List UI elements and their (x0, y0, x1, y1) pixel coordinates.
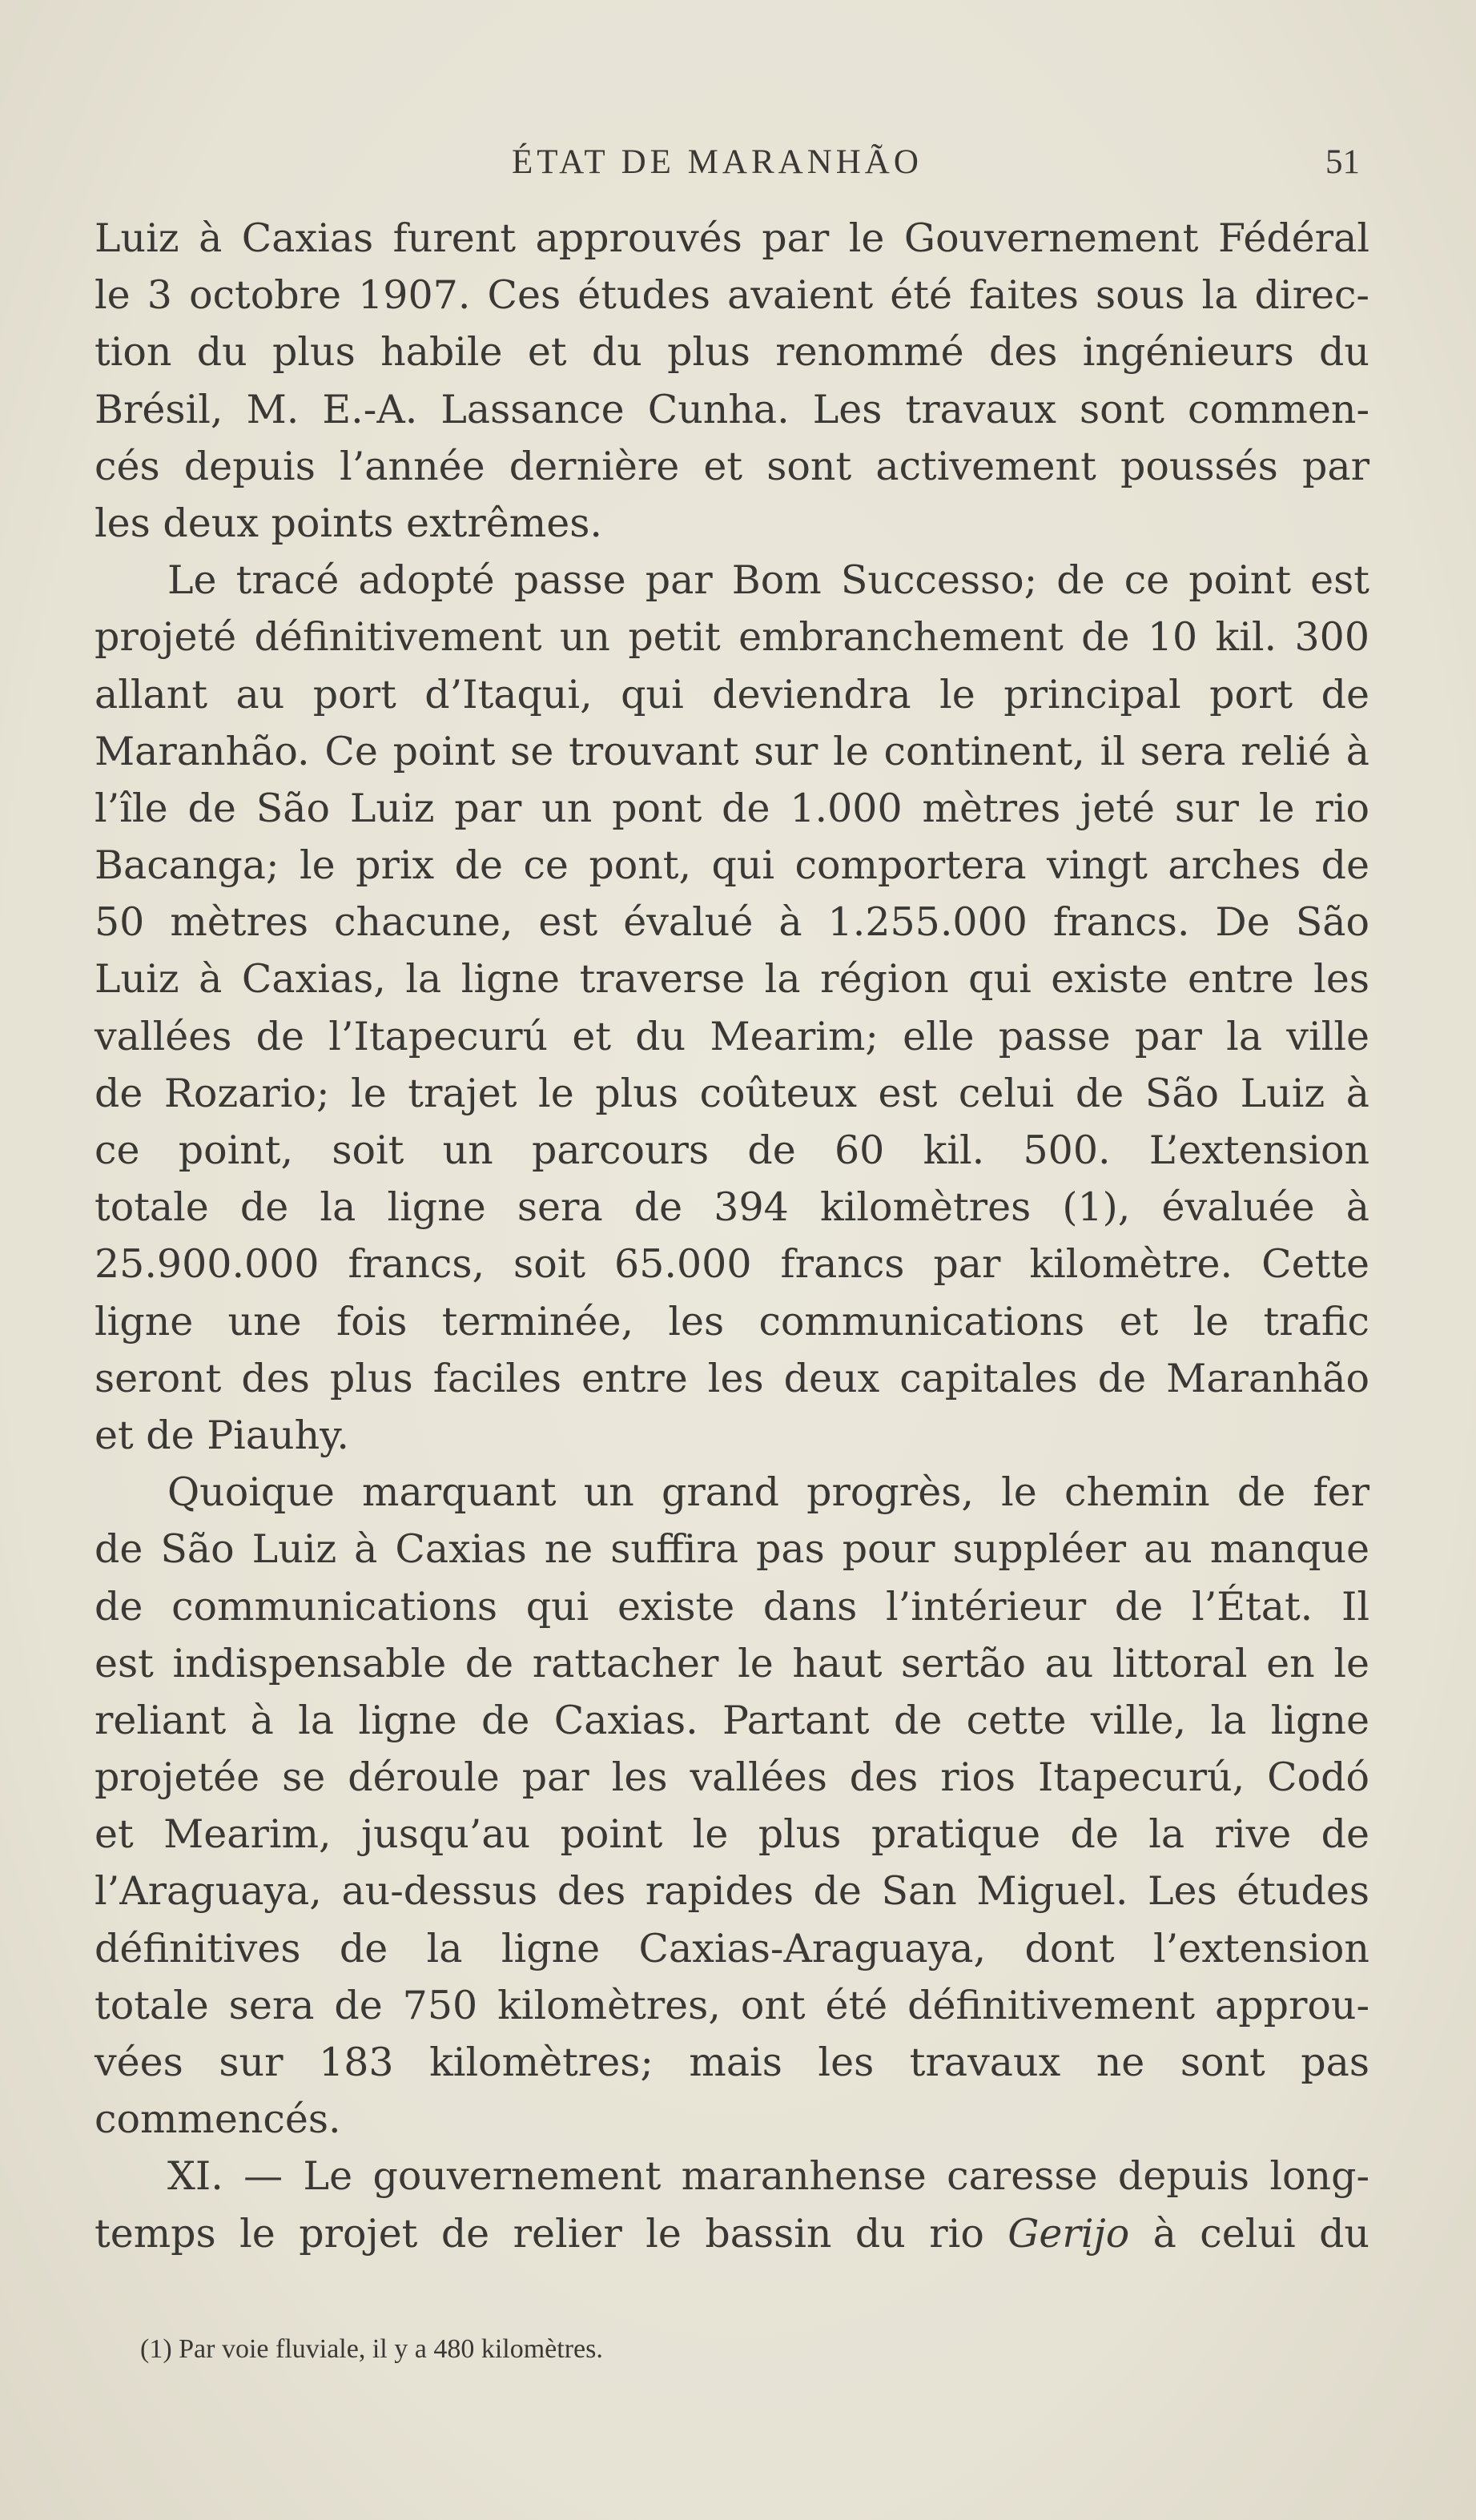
text-line: est indispensable de rattacher le haut sertão au littoral en le (95, 1640, 1369, 1686)
text-line: tion du plus habile et du plus renommé des ingénieurs du (95, 329, 1369, 376)
text-line: ligne une fois terminée, les communications et le trafic (95, 1298, 1369, 1344)
text-line: XI. — Le gouvernement maranhense caresse depuis long- (167, 2153, 1369, 2200)
text-line: et de Piauhy. (95, 1412, 349, 1458)
text-line: Maranhão. Ce point se trouvant sur le continent, il sera relié à (95, 728, 1369, 774)
text-line: commencés. (95, 2096, 341, 2143)
text-line: les deux points extrêmes. (95, 500, 602, 546)
text-line: Luiz à Caxias, la ligne traverse la région qui existe entre les (95, 956, 1369, 1003)
text-line: Bacanga; le prix de ce pont, qui comportera vingt arches de (95, 842, 1369, 889)
text-line: projetée se déroule par les vallées des rios Itapecurú, Codó (95, 1754, 1369, 1801)
footnote: (1) Par voie fluviale, il y a 480 kilomètres. (140, 2334, 603, 2364)
italic-river-name: Gerijo (1007, 2210, 1130, 2257)
text-line: 25.900.000 francs, soit 65.000 francs par kilomètre. Cette (95, 1241, 1369, 1288)
text-line: l’Araguaya, au-dessus des rapides de San Miguel. Les études (95, 1868, 1369, 1915)
text-line: Le tracé adopté passe par Bom Successo; de ce point est (167, 557, 1369, 604)
text-line: 50 mètres chacune, est évalué à 1.255.000 francs. De São (95, 899, 1369, 946)
text-line: totale sera de 750 kilomètres, ont été définitivement approu- (95, 1982, 1369, 2028)
page-number: 51 (1325, 143, 1360, 181)
text-line: totale de la ligne sera de 394 kilomètres (1), évaluée à (95, 1184, 1369, 1231)
text-line: Brésil, M. E.-A. Lassance Cunha. Les travaux sont commen- (95, 386, 1369, 432)
running-title: ÉTAT DE MARANHÃO (512, 143, 923, 181)
text-line: définitives de la ligne Caxias-Araguaya, dont l’extension (95, 1925, 1369, 1971)
text-line: et Mearim, jusqu’au point le plus pratique de la rive de (95, 1811, 1369, 1858)
text-line: ce point, soit un parcours de 60 kil. 500. L’extension (95, 1127, 1369, 1173)
text-line: vées sur 183 kilomètres; mais les travaux ne sont pas (95, 2040, 1369, 2085)
text-line: de Rozario; le trajet le plus coûteux est celui de São Luiz à (95, 1070, 1369, 1116)
text-line-last (95, 2205, 1369, 2262)
text-line: l’île de São Luiz par un pont de 1.000 mètres jeté sur le rio (95, 785, 1369, 831)
text-fragment: à celui du (1129, 2210, 1369, 2257)
text-line: projeté définitivement un petit embranchement de 10 kil. 300 (95, 614, 1369, 661)
text-line: vallées de l’Itapecurú et du Mearim; elle passe par la ville (95, 1013, 1369, 1059)
text-line: Luiz à Caxias furent approuvés par le Gouvernement Fédéral (95, 215, 1369, 261)
text-line: reliant à la ligne de Caxias. Partant de cette ville, la ligne (95, 1697, 1369, 1743)
text-line: allant au port d’Itaqui, qui deviendra le principal port de (95, 671, 1369, 717)
text-line: seront des plus faciles entre les deux capitales de Maranhão (95, 1355, 1369, 1401)
text-line: de communications qui existe dans l’intérieur de l’État. Il (95, 1583, 1369, 1630)
text-line: Quoique marquant un grand progrès, le chemin de fer (167, 1469, 1369, 1516)
running-head (0, 143, 1476, 199)
text-fragment: temps le projet de relier le bassin du rio (95, 2210, 1008, 2257)
body-text (95, 210, 1369, 2262)
text-line: le 3 octobre 1907. Ces études avaient été faites sous la direc- (95, 272, 1369, 319)
text-line: cés depuis l’année dernière et sont activement poussés par (95, 443, 1369, 489)
text-line: de São Luiz à Caxias ne suffira pas pour suppléer au manque (95, 1526, 1369, 1573)
